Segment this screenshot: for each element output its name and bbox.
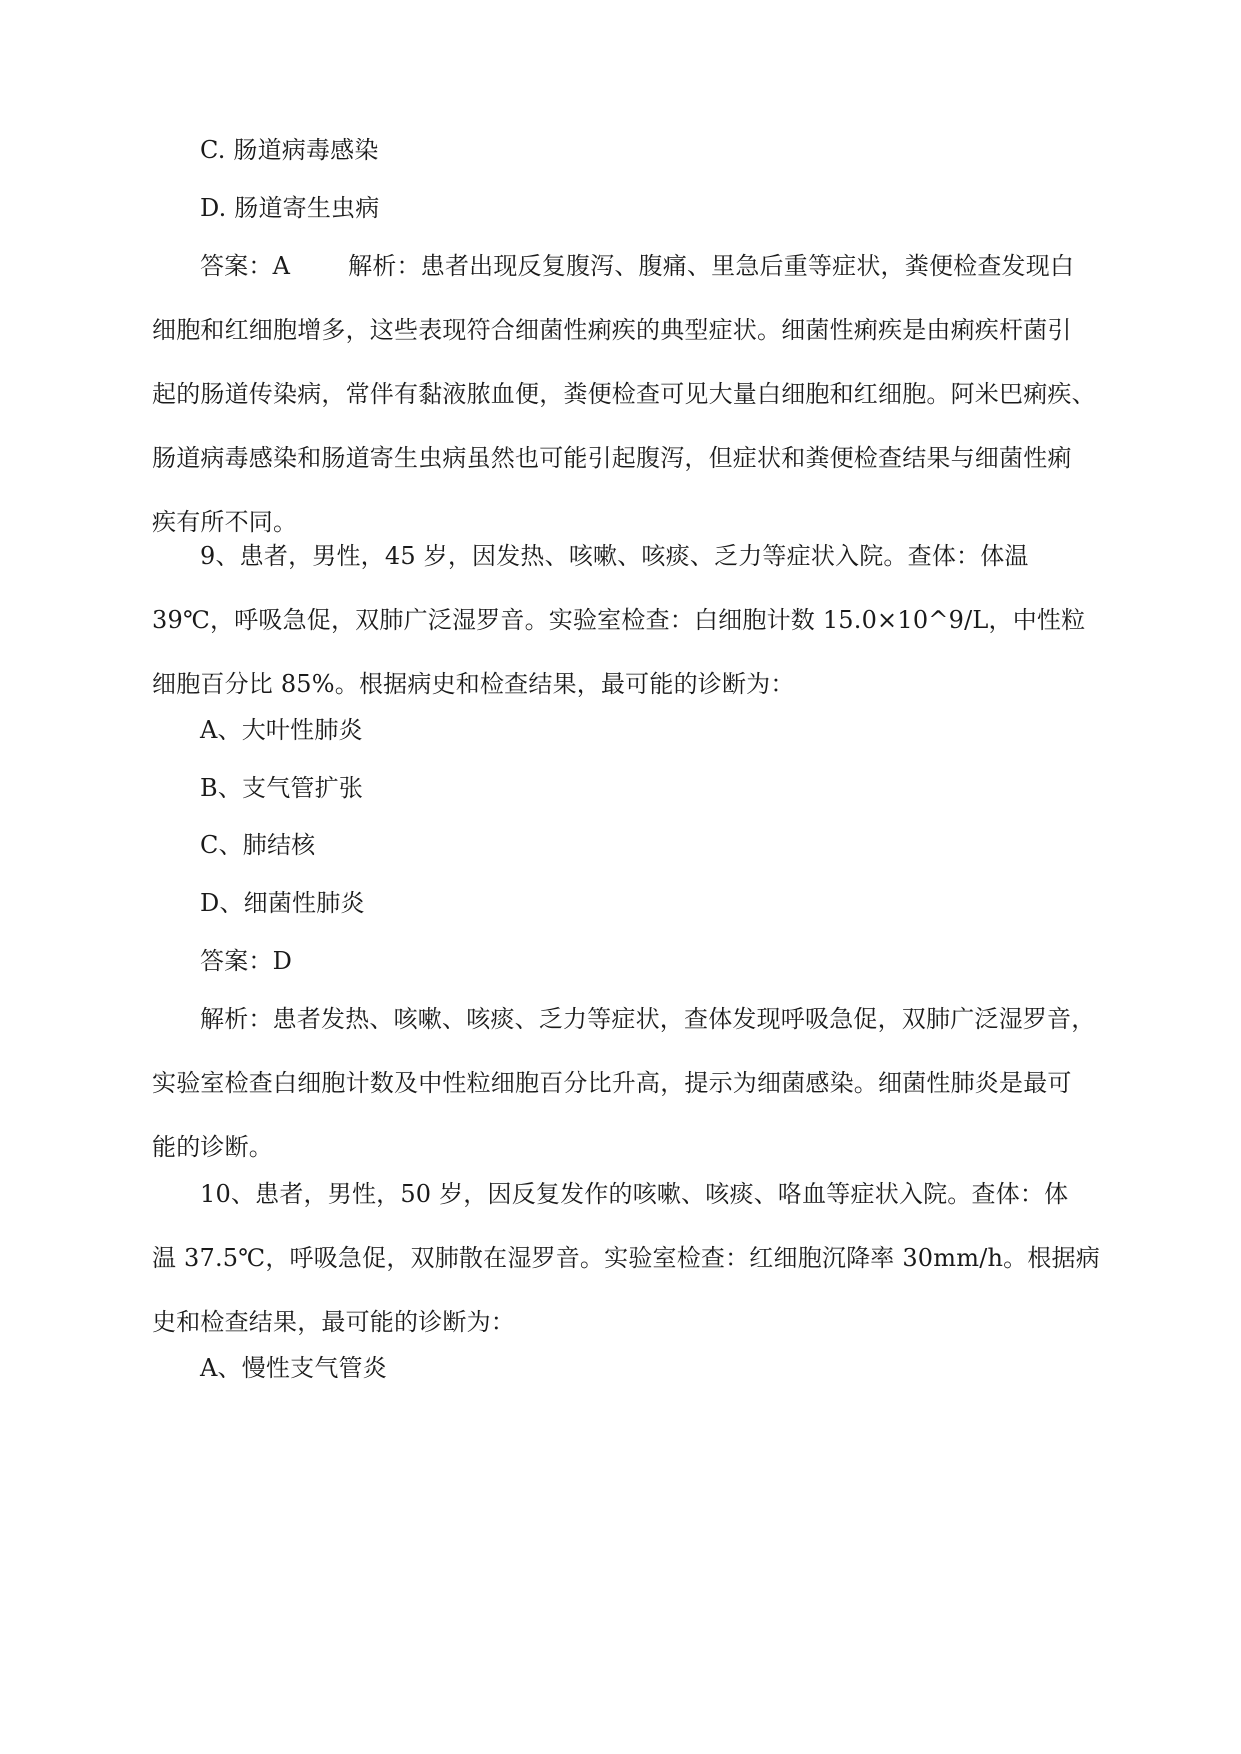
q9-stem-line-3: 细胞百分比 85%。根据病史和检查结果，最可能的诊断为： <box>152 670 795 698</box>
q9-option-c: C、肺结核 <box>200 831 316 859</box>
q10-stem <box>152 1162 1100 1354</box>
q8-analysis-line-4: 肠道病毒感染和肠道寄生虫病虽然也可能引起腹泻，但症状和粪便检查结果与细菌性痢 <box>152 444 1072 472</box>
q9-analysis-line-2: 实验室检查白细胞计数及中性粒细胞百分比升高，提示为细菌感染。细菌性肺炎是最可 <box>152 1069 1072 1097</box>
q8-answer: 答案：A <box>200 252 291 280</box>
q9-stem-line-1: 9、患者，男性，45 岁，因发热、咳嗽、咳痰、乏力等症状入院。查体：体温 <box>200 542 1029 570</box>
q8-answer-line <box>152 234 1092 298</box>
q8-option-c: C. 肠道病毒感染 <box>200 136 379 164</box>
q9-stem-line-2: 39℃，呼吸急促，双肺广泛湿罗音。实验室检查：白细胞计数 15.0×10^9/L，中性粒 <box>152 606 1086 634</box>
q8-option-d: D. 肠道寄生虫病 <box>200 194 380 222</box>
q8-analysis-line-3: 起的肠道传染病，常伴有黏液脓血便，粪便检查可见大量白细胞和红细胞。阿米巴痢疾、 <box>152 380 1096 408</box>
q10-stem-line-2: 温 37.5℃，呼吸急促，双肺散在湿罗音。实验室检查：红细胞沉降率 30mm/h。根据病 <box>152 1244 1100 1272</box>
q9-option-d: D、细菌性肺炎 <box>200 889 365 917</box>
q9-analysis-line-1: 解析：患者发热、咳嗽、咳痰、乏力等症状，查体发现呼吸急促，双肺广泛湿罗音， <box>200 1005 1096 1033</box>
q8-analysis-line-5: 疾有所不同。 <box>152 508 298 536</box>
q9-stem <box>152 524 1092 716</box>
q8-analysis-line-2: 细胞和红细胞增多，这些表现符合细菌性痢疾的典型症状。细菌性痢疾是由痢疾杆菌引 <box>152 316 1072 344</box>
q8-answer-analysis <box>152 234 1096 554</box>
q9-option-a: A、大叶性肺炎 <box>200 716 363 744</box>
q9-option-b: B、支气管扩张 <box>200 774 364 802</box>
q9-analysis-line-3: 能的诊断。 <box>152 1133 273 1161</box>
q8-analysis-line-1: 解析：患者出现反复腹泻、腹痛、里急后重等症状，粪便检查发现白 <box>348 252 1075 280</box>
q10-stem-line-1: 10、患者，男性，50 岁，因反复发作的咳嗽、咳痰、咯血等症状入院。查体：体 <box>200 1180 1069 1208</box>
q9-answer: 答案：D <box>200 947 293 975</box>
q10-stem-line-3: 史和检查结果，最可能的诊断为： <box>152 1308 515 1336</box>
q10-option-a: A、慢性支气管炎 <box>200 1354 387 1382</box>
q9-analysis <box>152 987 1096 1179</box>
